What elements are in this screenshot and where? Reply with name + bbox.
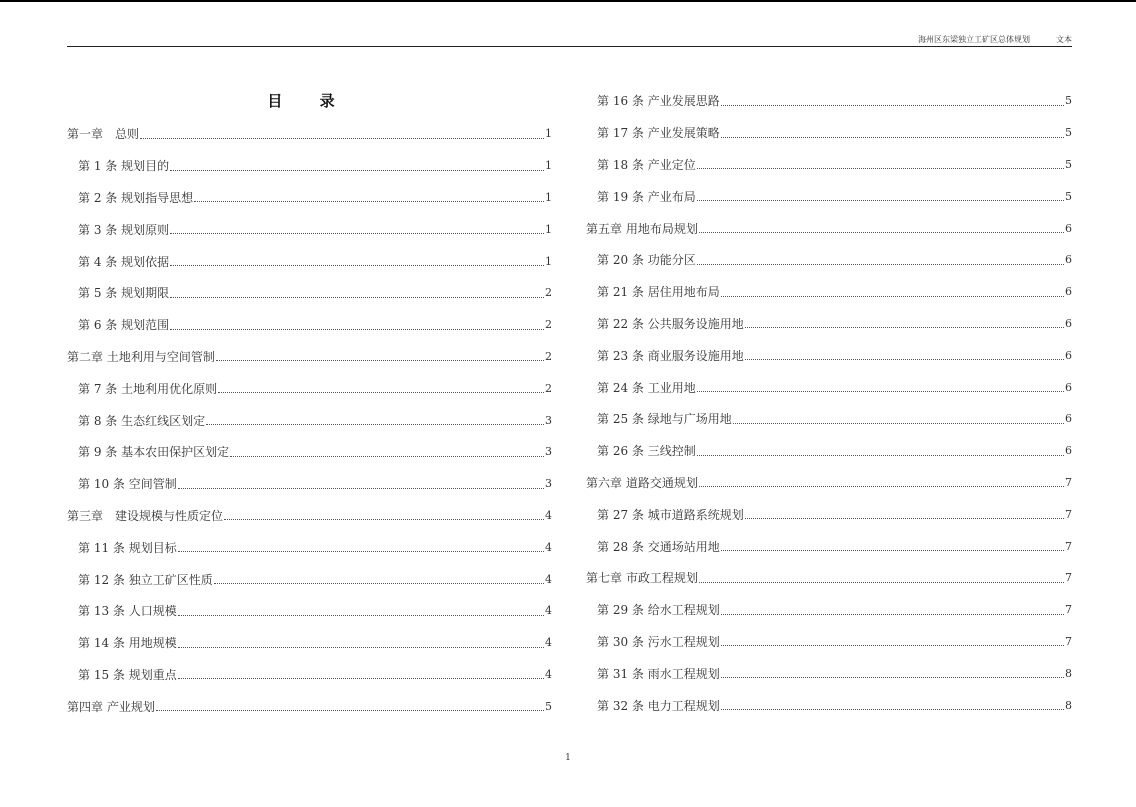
dot-leader <box>697 390 1064 392</box>
toc-entry-page: 7 <box>1065 539 1072 553</box>
dot-leader <box>206 423 544 425</box>
dot-leader <box>699 231 1064 233</box>
toc-entry-label: 第四章 产业规划 <box>67 699 155 714</box>
toc-entry-chapter[interactable] <box>586 562 1072 594</box>
toc-entry-page: 4 <box>545 508 552 522</box>
dot-leader <box>140 137 544 139</box>
toc-entry-article[interactable] <box>67 245 552 277</box>
toc-entry-page: 6 <box>1065 444 1072 458</box>
toc-entry-chapter[interactable] <box>67 690 552 722</box>
dot-leader <box>178 677 544 679</box>
toc-entry-label: 第 3 条 规划原则 <box>78 222 170 237</box>
toc-title: 目 录 <box>267 92 351 110</box>
toc-entry-page: 1 <box>545 159 552 173</box>
toc-entry-label: 第三章 建设规模与性质定位 <box>67 508 224 523</box>
toc-entry-page: 3 <box>545 413 552 427</box>
toc-entry-page: 6 <box>1065 253 1072 267</box>
toc-entry-label: 第 19 条 产业布局 <box>597 189 696 204</box>
toc-entry-page: 5 <box>1065 157 1072 171</box>
toc-entry-page: 2 <box>545 286 552 300</box>
dot-leader <box>721 644 1064 646</box>
toc-entry-label: 第 24 条 工业用地 <box>597 380 696 395</box>
dot-leader <box>178 487 544 489</box>
dot-leader <box>697 199 1064 201</box>
toc-entry-label: 第 16 条 产业发展思路 <box>597 94 720 109</box>
toc-entry-page: 5 <box>1065 94 1072 108</box>
toc-entry-article[interactable] <box>67 372 552 404</box>
toc-entry-article[interactable] <box>67 277 552 309</box>
toc-entry-article[interactable] <box>586 149 1072 181</box>
dot-leader <box>170 232 544 234</box>
toc-entry-article[interactable] <box>586 180 1072 212</box>
toc-entry-article[interactable] <box>67 213 552 245</box>
toc-entry-label: 第 10 条 空间管制 <box>78 477 177 492</box>
toc-entry-label: 第 27 条 城市道路系统规划 <box>597 507 744 522</box>
toc-entry-page: 2 <box>545 381 552 395</box>
dot-leader <box>214 582 544 584</box>
header-rule <box>67 46 1072 47</box>
toc-entry-article[interactable] <box>67 468 552 500</box>
toc-entry-page: 3 <box>545 477 552 491</box>
toc-entry-page: 1 <box>545 190 552 204</box>
toc-entry-article[interactable] <box>67 436 552 468</box>
dot-leader <box>224 518 544 520</box>
toc-entry-label: 第 21 条 居住用地布局 <box>597 285 720 300</box>
toc-entry-label: 第 17 条 产业发展策略 <box>597 126 720 141</box>
toc-entry-chapter[interactable] <box>586 467 1072 499</box>
dot-leader <box>699 581 1064 583</box>
toc-entry-label: 第 28 条 交通场站用地 <box>597 539 720 554</box>
toc-entry-article[interactable] <box>586 117 1072 149</box>
dot-leader <box>194 200 544 202</box>
toc-entry-article[interactable] <box>586 371 1072 403</box>
toc-entry-article[interactable] <box>67 150 552 182</box>
toc-entry-label: 第 8 条 生态红线区划定 <box>78 413 206 428</box>
toc-entry-label: 第 2 条 规划指导思想 <box>78 190 194 205</box>
toc-entry-page: 6 <box>1065 348 1072 362</box>
dot-leader <box>745 517 1064 519</box>
toc-entry-page: 7 <box>1065 634 1072 648</box>
dot-leader <box>178 646 544 648</box>
dot-leader <box>697 454 1064 456</box>
toc-entry-page: 6 <box>1065 221 1072 235</box>
toc-entry-label: 第 18 条 产业定位 <box>597 157 696 172</box>
toc-entry-page: 7 <box>1065 507 1072 521</box>
toc-entry-page: 6 <box>1065 380 1072 394</box>
toc-entry-article[interactable] <box>67 627 552 659</box>
toc-entry-label: 第 14 条 用地规模 <box>78 636 177 651</box>
dot-leader <box>721 549 1064 551</box>
toc-entry-page: 6 <box>1065 285 1072 299</box>
toc-entry-label: 第 32 条 电力工程规划 <box>597 698 720 713</box>
toc-entry-label: 第 25 条 绿地与广场用地 <box>597 412 732 427</box>
toc-entry-chapter[interactable] <box>67 341 552 373</box>
dot-leader <box>699 485 1064 487</box>
toc-entry-page: 7 <box>1065 603 1072 617</box>
toc-entry-article[interactable] <box>586 339 1072 371</box>
toc-right-column <box>586 85 1072 721</box>
toc-entry-page: 6 <box>1065 412 1072 426</box>
dot-leader <box>178 550 544 552</box>
toc-entry-article[interactable] <box>586 244 1072 276</box>
dot-leader <box>697 263 1064 265</box>
toc-entry-label: 第 13 条 人口规模 <box>78 604 177 619</box>
toc-entry-article[interactable] <box>586 594 1072 626</box>
toc-entry-label: 第 29 条 给水工程规划 <box>597 603 720 618</box>
top-border <box>0 0 1136 2</box>
toc-entry-page: 3 <box>545 445 552 459</box>
toc-entry-article[interactable] <box>586 276 1072 308</box>
toc-entry-page: 5 <box>1065 126 1072 140</box>
toc-entry-article[interactable] <box>67 404 552 436</box>
dot-leader <box>170 264 544 266</box>
dot-leader <box>721 295 1064 297</box>
toc-entry-page: 8 <box>1065 698 1072 712</box>
toc-entry-page: 5 <box>1065 189 1072 203</box>
toc-entry-page: 1 <box>545 254 552 268</box>
toc-entry-article[interactable] <box>586 85 1072 117</box>
dot-leader <box>733 422 1064 424</box>
toc-entry-label: 第 23 条 商业服务设施用地 <box>597 348 744 363</box>
toc-entry-label: 第 30 条 污水工程规划 <box>597 634 720 649</box>
toc-entry-chapter[interactable] <box>586 212 1072 244</box>
toc-entry-article[interactable] <box>67 563 552 595</box>
toc-entry-page: 1 <box>545 127 552 141</box>
toc-entry-chapter[interactable] <box>67 500 552 532</box>
toc-entry-article[interactable] <box>586 308 1072 340</box>
dot-leader <box>721 613 1064 615</box>
header-title: 海州区东梁独立工矿区总体规划 <box>918 35 1030 44</box>
toc-entry-label: 第 26 条 三线控制 <box>597 444 696 459</box>
toc-entry-label: 第 1 条 规划目的 <box>78 159 170 174</box>
toc-entry-page: 4 <box>545 540 552 554</box>
toc-entry-label: 第 12 条 独立工矿区性质 <box>78 572 213 587</box>
toc-entry-article[interactable] <box>586 403 1072 435</box>
dot-leader <box>178 614 544 616</box>
toc-entry-article[interactable] <box>586 435 1072 467</box>
toc-entry-article[interactable] <box>586 689 1072 721</box>
dot-leader <box>721 104 1064 106</box>
toc-entry-article[interactable] <box>67 595 552 627</box>
toc-entry-label: 第七章 市政工程规划 <box>586 571 698 586</box>
toc-entry-label: 第 4 条 规划依据 <box>78 254 170 269</box>
toc-entry-label: 第 22 条 公共服务设施用地 <box>597 316 744 331</box>
toc-entry-label: 第二章 土地利用与空间管制 <box>67 349 215 364</box>
toc-entry-page: 4 <box>545 636 552 650</box>
toc-entry-label: 第五章 用地布局规划 <box>586 221 698 236</box>
dot-leader <box>230 455 544 457</box>
dot-leader <box>170 328 544 330</box>
dot-leader <box>156 709 544 711</box>
toc-entry-page: 1 <box>545 222 552 236</box>
toc-entry-page: 2 <box>545 349 552 363</box>
toc-entry-page: 4 <box>545 604 552 618</box>
toc-entry-label: 第 9 条 基本农田保护区划定 <box>78 445 230 460</box>
dot-leader <box>697 167 1064 169</box>
toc-entry-label: 第六章 道路交通规划 <box>586 475 698 490</box>
toc-entry-label: 第 6 条 规划范围 <box>78 318 170 333</box>
toc-entry-article[interactable] <box>586 530 1072 562</box>
toc-entry-label: 第 5 条 规划期限 <box>78 286 170 301</box>
toc-entry-article[interactable] <box>67 309 552 341</box>
header-doc-type: 文本 <box>1056 35 1072 44</box>
toc-entry-label: 第 7 条 土地利用优化原则 <box>78 381 218 396</box>
toc-entry-page: 7 <box>1065 475 1072 489</box>
toc-left-column <box>67 118 552 722</box>
toc-entry-chapter[interactable] <box>67 118 552 150</box>
toc-entry-page: 6 <box>1065 316 1072 330</box>
toc-entry-page: 2 <box>545 318 552 332</box>
toc-entry-page: 8 <box>1065 666 1072 680</box>
toc-entry-page: 7 <box>1065 571 1072 585</box>
toc-entry-page: 4 <box>545 667 552 681</box>
toc-entry-page: 5 <box>545 699 552 713</box>
toc-entry-article[interactable] <box>67 182 552 214</box>
dot-leader <box>721 136 1064 138</box>
dot-leader <box>745 326 1064 328</box>
dot-leader <box>218 391 544 393</box>
dot-leader <box>721 676 1064 678</box>
toc-entry-article[interactable] <box>67 531 552 563</box>
toc-entry-label: 第 15 条 规划重点 <box>78 667 177 682</box>
toc-entry-article[interactable] <box>67 659 552 691</box>
toc-entry-article[interactable] <box>586 657 1072 689</box>
page-number: 1 <box>565 753 571 763</box>
toc-entry-label: 第 31 条 雨水工程规划 <box>597 666 720 681</box>
toc-entry-page: 4 <box>545 572 552 586</box>
toc-entry-label: 第一章 总则 <box>67 127 140 142</box>
dot-leader <box>170 169 544 171</box>
dot-leader <box>745 358 1064 360</box>
dot-leader <box>170 296 544 298</box>
toc-entry-label: 第 11 条 规划目标 <box>78 540 177 555</box>
toc-entry-label: 第 20 条 功能分区 <box>597 253 696 268</box>
toc-entry-article[interactable] <box>586 498 1072 530</box>
dot-leader <box>721 708 1064 710</box>
running-header <box>67 34 1072 45</box>
dot-leader <box>216 359 544 361</box>
toc-entry-article[interactable] <box>586 626 1072 658</box>
